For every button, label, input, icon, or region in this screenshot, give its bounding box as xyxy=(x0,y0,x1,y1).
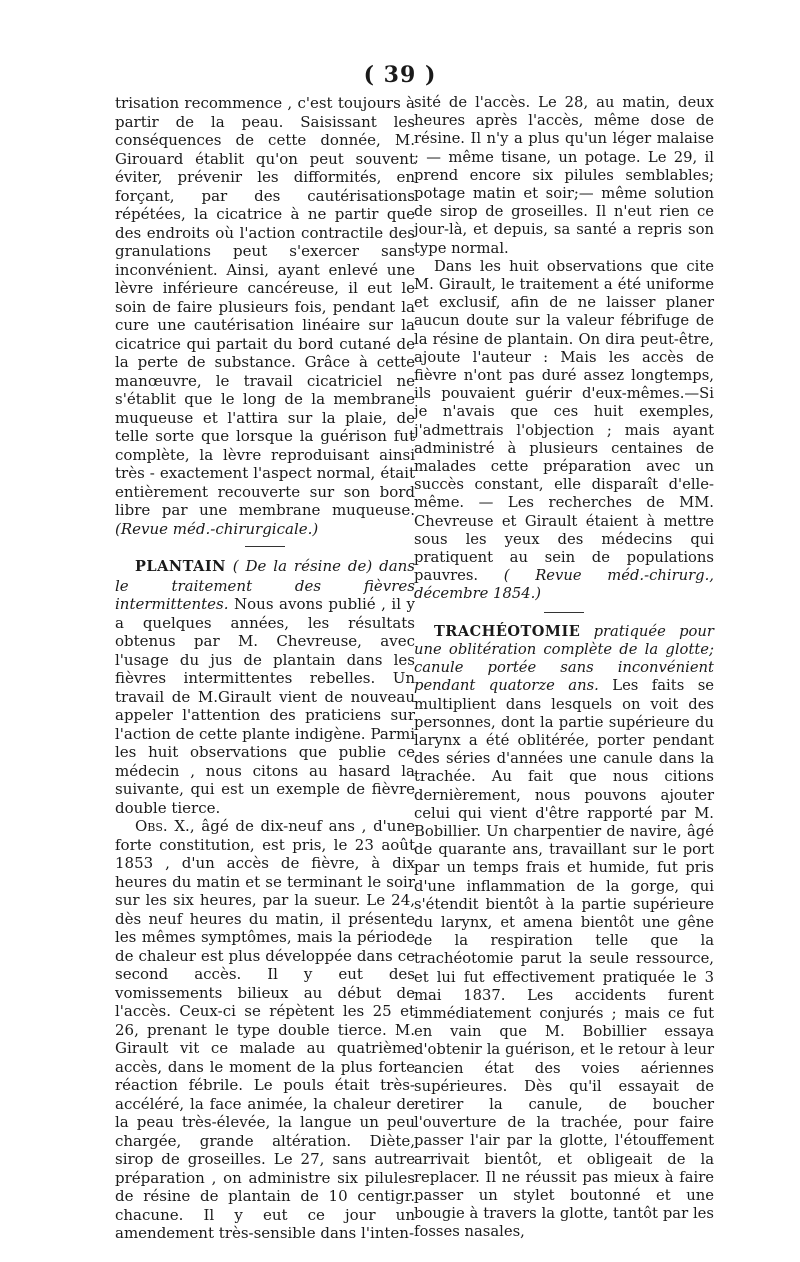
article-subtitle: ( De la résine de) dans le traitement des fièvres intermittentes. xyxy=(115,557,415,613)
article-text: Nous avons publié , il y a quelques années, les résultats obtenus par M. Chevreuse, avec l'usage du jus de plantain dans les fièvres intermittentes rebelles. Un travail de M.Girault vient de nouveau appeler l'attention des praticiens sur l'action de cette plante indigène. Parmi les huit observations que publie ce médecin , nous citons au hasard la suivante, qui est un exemple de fièvre double tierce. xyxy=(115,595,415,817)
section-divider xyxy=(245,546,285,547)
source-citation: ( Revue méd.-chirurg., décembre 1854.) xyxy=(414,567,714,603)
paragraph xyxy=(115,94,415,538)
page-number: ( 39 ) xyxy=(363,62,437,88)
paragraph-text: Dans les huit observations que cite M. Girault, le traitement a été uniforme et exclusif, afin de ne laisser planer aucun doute sur la valeur fébrifuge de la résine de plantain. On dira peut-être, ajoute l'auteur : Mais les accès de fièvre n'ont pas duré assez longtemps, ils pouvaient guérir d'eux-mêmes.—Si je n'avais que ces huit exemples, j'admettrais l'objection ; mais ayant administré à plusieurs centaines de malades cette préparation avec un succès constant, elle disparaît d'elle-même. — Les recherches de MM. Chevreuse et Girault étaient à mettre sous les yeux des médecins qui pratiquent au sein de populations pauvres. xyxy=(414,257,714,585)
article-text: Les faits se multiplient dans lesquels on voit des personnes, dont la partie supérieure du larynx a été oblitérée, porter pendant des séries d'années une canule dans la trachée. Au fait que nous citions dernièrement, nous pouvons ajouter celui qui vient d'être rapporté par M. Bobillier. Un charpentier de navire, âgé de quarante ans, travaillant sur le port par un temps frais et humide, fut pris d'une inflammation de la gorge, qui s'étendit bientôt à la partie supérieure du larynx, et amena bientôt une gêne de la respiration telle que la trachéotomie parut la seule ressource, et lui fut effectivement pratiquée le 3 mai 1837. Les accidents furent immédiatement conjurés ; mais ce fut en vain que M. Bobillier essaya d'obtenir la guérison, et le retour à leur ancien état des voies aériennes supérieures. Dès qu'il essayait de retirer la canule, de boucher l'ouverture de la trachée, pour faire passer l'air par la glotte, l'étouffement arrivait bientôt, et obligeait de la replacer. Il ne réussit pas mieux à faire passer un stylet boutonné et une bougie à travers la glotte, tantôt par les fosses nasales, xyxy=(414,677,714,1241)
observation-paragraph xyxy=(115,817,415,1243)
observation-label: Obs. X., xyxy=(135,817,195,835)
section-divider xyxy=(544,612,584,613)
article-tracheotomie xyxy=(414,623,714,1242)
source-citation: (Revue méd.-chirurgicale.) xyxy=(115,519,319,538)
article-subtitle: pratiquée pour une oblitération complète de la glotte; canule portée sans inconvénient pendant quatorze ans. xyxy=(414,622,714,695)
article-title: TRACHÉOTOMIE xyxy=(434,622,581,640)
observation-text: âgé de dix-neuf ans , d'une forte constitution, est pris, le 23 août 1853 , d'un accès de fièvre, à dix heures du matin et se terminant le soir sur les six heures, par la sueur. Le 24, dès neuf heures du matin, il présente les mêmes symptômes, mais la période de chaleur est plus développée dans ce second accès. Il y eut des vomissements bilieux au début de l'accès. Ceux-ci se répètent les 25 et 26, prenant le type double tierce. M. Girault vit ce malade au quatrième accès, dans le moment de la plus forte réaction fébrile. Le pouls était très-accéléré, la face animée, la chaleur de la peau très-élevée, la langue un peu chargée, grande altération. Diète, sirop de groseilles. Le 27, sans autre préparation , on administre six pilules de résine de plantain de 10 centigr. chacune. Il y eut ce jour un amendement très-sensible dans l'inten- xyxy=(115,817,416,1242)
article-plantain xyxy=(115,557,415,817)
right-column xyxy=(414,94,714,1242)
article-title: PLANTAIN xyxy=(135,558,226,575)
paragraph: sité de l'accès. Le 28, au matin, deux heures après l'accès, même dose de résine. Il n'y a plus qu'un léger malaise ; — même tisane, un potage. Le 29, il prend encore six pilules semblables; potage matin et soir;— même solution de sirop de groseilles. Il n'eut rien ce jour-là, et depuis, sa santé a repris son type normal. xyxy=(414,94,714,257)
paragraph xyxy=(414,258,714,604)
paragraph-text: trisation recommence , c'est toujours à partir de la peau. Saisissant les conséquences de cette donnée, M. Girouard établit qu'on peut souvent éviter, prévenir les difformités, en forçant, par des cautérisations répétées, la cicatrice à ne partir que des endroits où l'action contractile des granulations peut s'exercer sans inconvénient. Ainsi, ayant enlevé une lèvre inférieure cancéreuse, il eut le soin de faire plusieurs fois, pendant la cure une cautérisation linéaire sur la cicatrice qui partait du bord cutané de la perte de substance. Grâce à cette manœuvre, le travail cicatriciel ne s'établit que le long de la membrane muqueuse et l'attira sur la plaie, de telle sorte que lorsque la guérison fut complète, la lèvre reproduisant ainsi très - exactement l'aspect normal, était entièrement recouverte sur son bord libre par une membrane muqueuse. xyxy=(115,94,415,519)
left-column xyxy=(115,94,415,1243)
